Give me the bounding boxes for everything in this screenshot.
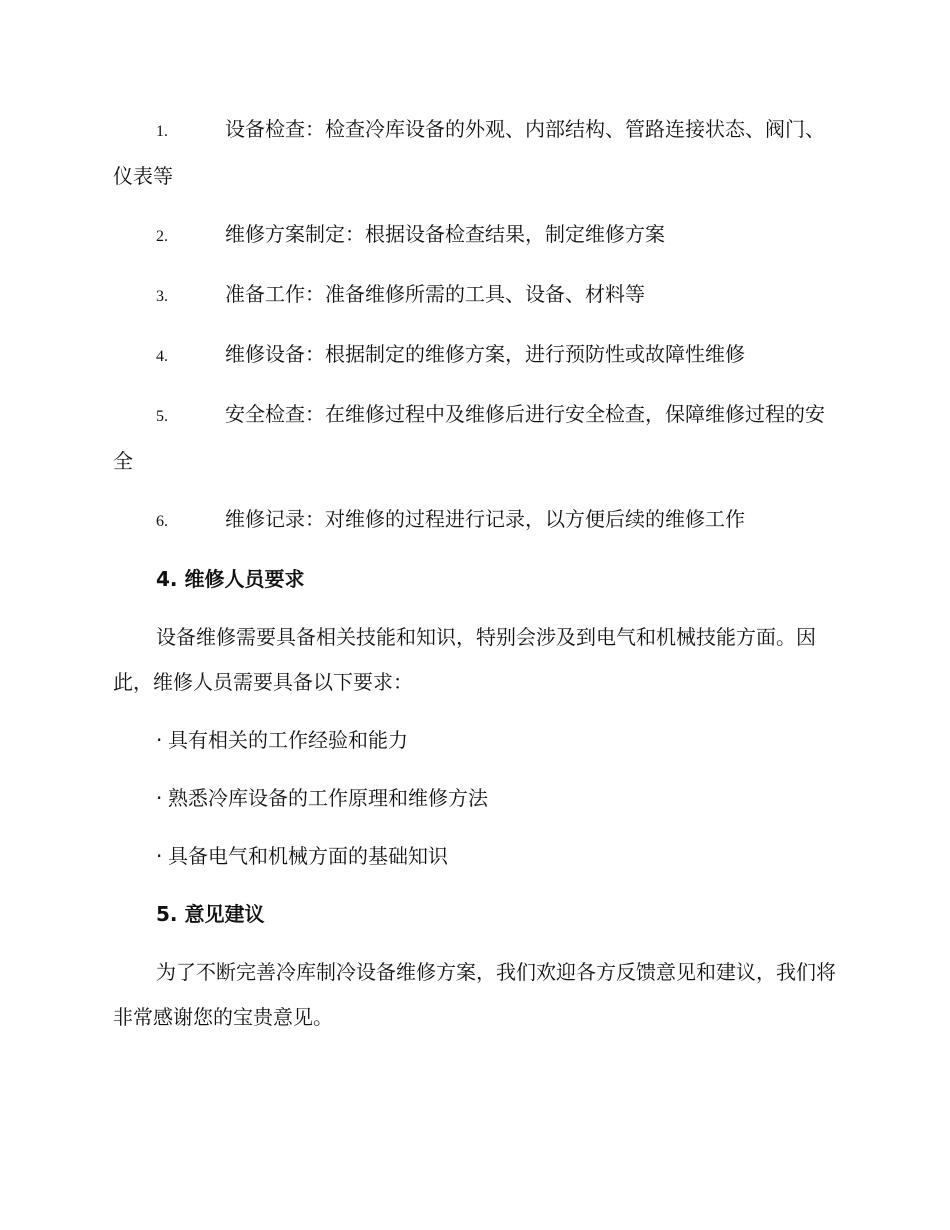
step-item-6: [113, 497, 837, 544]
document-content: [113, 107, 837, 1053]
section-heading-suggestions: 5. 意见建议: [156, 902, 265, 926]
step-item-3: [113, 272, 837, 319]
bullet-item: [156, 776, 837, 821]
step-text: 准备工作：准备维修所需的工具、设备、材料等: [225, 282, 645, 306]
bullet-dot-icon: ·: [156, 844, 163, 868]
bullet-item: [156, 834, 837, 879]
step-text: 安全检查：在维修过程中及维修后进行安全检查，保障维修过程的安全: [113, 402, 825, 473]
step-number: 2.: [156, 228, 168, 245]
step-item-2: [113, 212, 837, 259]
bullet-text: 熟悉冷库设备的工作原理和维修方法: [168, 786, 488, 810]
step-number: 1.: [156, 123, 168, 140]
bullet-dot-icon: ·: [156, 786, 163, 810]
bullet-text: 具有相关的工作经验和能力: [168, 728, 408, 752]
bullet-text: 具备电气和机械方面的基础知识: [168, 844, 448, 868]
bullet-item: [156, 718, 837, 763]
staff-requirements-intro: 设备维修需要具备相关技能和知识，特别会涉及到电气和机械技能方面。因此，维修人员需要具备以下要求：: [113, 625, 816, 694]
step-item-4: [113, 332, 837, 379]
step-text: 设备检查：检查冷库设备的外观、内部结构、管路连接状态、阀门、仪表等: [113, 117, 825, 188]
step-item-5: [113, 392, 837, 484]
step-text: 维修设备：根据制定的维修方案，进行预防性或故障性维修: [225, 342, 745, 366]
step-number: 3.: [156, 288, 168, 305]
section-heading-staff-requirements: 4. 维修人员要求: [156, 567, 305, 591]
step-item-1: [113, 107, 837, 199]
step-number: 6.: [156, 513, 168, 530]
step-number: 4.: [156, 348, 168, 365]
bullet-dot-icon: ·: [156, 728, 163, 752]
step-text: 维修记录：对维修的过程进行记录，以方便后续的维修工作: [225, 507, 745, 531]
suggestions-body: 为了不断完善冷库制冷设备维修方案，我们欢迎各方反馈意见和建议，我们将非常感谢您的宝贵意见。: [113, 960, 836, 1029]
step-number: 5.: [156, 408, 168, 425]
step-text: 维修方案制定：根据设备检查结果，制定维修方案: [225, 222, 665, 246]
